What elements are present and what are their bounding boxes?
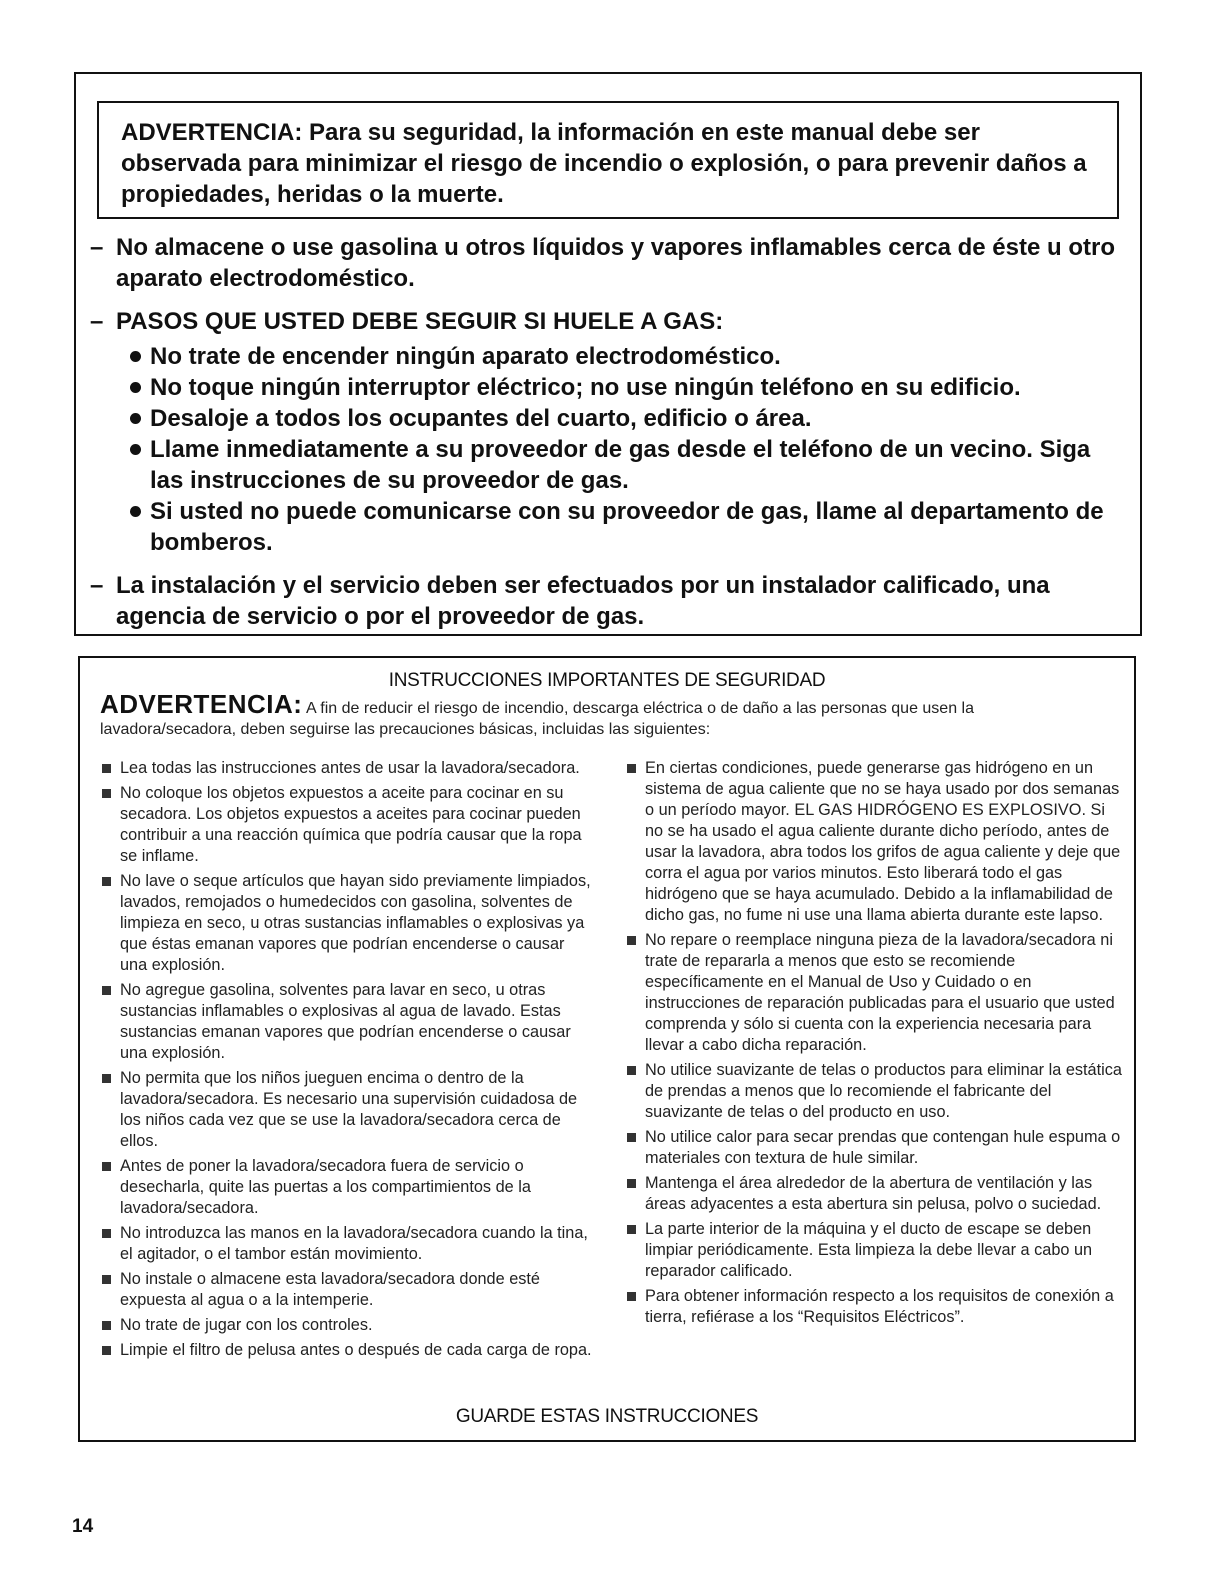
safety-list-left [100, 758, 592, 1365]
save-instructions-note: GUARDE ESTAS INSTRUCCIONES [455, 1406, 759, 1427]
square-bullet-icon [102, 1275, 111, 1284]
gas-step-item [130, 496, 1130, 558]
gas-steps-heading: PASOS QUE USTED DEBE SEGUIR SI HUELE A GAS: [116, 308, 724, 335]
safety-list-item [625, 1219, 1125, 1282]
square-bullet-icon [627, 1133, 636, 1142]
safety-item-text: No repare o reemplace ninguna pieza de la lavadora/secadora ni trate de repararla a menos que esto se recomiende específicamente en el Manual de Uso y Cuidado o en instrucciones de reparación publicadas para el usuario que usted comprenda y sólo si cuenta con la experiencia necesaria para llevar a cabo dicha reparación. [645, 931, 1115, 1054]
square-bullet-icon [627, 1066, 636, 1075]
safety-item-text: Lea todas las instrucciones antes de usar la lavadora/secadora. [120, 759, 580, 777]
safety-item-text: No lave o seque artículos que hayan sido previamente limpiados, lavados, remojados o humedecidos con gasolina, solventes de limpieza en seco, u otras sustancias inflamables o explosivas ya que éstas emanan vapores que podrían encenderse o causar una explosión. [120, 872, 591, 974]
safety-list-item [100, 1269, 592, 1311]
dash-marker: – [90, 572, 104, 599]
gas-step-item [130, 403, 1130, 434]
gas-warning-item-text: La instalación y el servicio deben ser efectuados por un instalador calificado, una agencia de servicio o por el proveedor de gas. [116, 572, 1050, 630]
gas-step-text: Llame inmediatamente a su proveedor de gas desde el teléfono de un vecino. Siga las instrucciones de su proveedor de gas. [150, 436, 1091, 494]
safety-title: INSTRUCCIONES IMPORTANTES DE SEGURIDAD [388, 670, 826, 691]
safety-item-text: Mantenga el área alrededor de la abertura de ventilación y las áreas adyacentes a esta abertura sin pelusa, polvo o suciedad. [645, 1174, 1102, 1213]
gas-step-item [130, 372, 1130, 403]
safety-list-item [625, 1286, 1125, 1328]
safety-list-item [100, 1340, 592, 1361]
square-bullet-icon [627, 764, 636, 773]
safety-item-text: No utilice suavizante de telas o productos para eliminar la estática de prendas a menos que lo recomiende el fabricante del suavizante de telas o del producto en uso. [645, 1061, 1122, 1121]
bullet-dot-icon [130, 506, 141, 517]
square-bullet-icon [627, 1179, 636, 1188]
boxed-warning-text: ADVERTENCIA: Para su seguridad, la información en este manual debe ser observada para minimizar el riesgo de incendio o explosión, o para prevenir daños a propiedades, heridas o la muerte. [121, 119, 1087, 208]
square-bullet-icon [102, 764, 111, 773]
gas-step-item [130, 434, 1130, 496]
square-bullet-icon [102, 1346, 111, 1355]
square-bullet-icon [102, 986, 111, 995]
safety-list-item [625, 930, 1125, 1056]
safety-item-text: No utilice calor para secar prendas que contengan hule espuma o materiales con textura de hule similar. [645, 1128, 1121, 1167]
safety-list-item [100, 1223, 592, 1265]
bullet-dot-icon [130, 351, 141, 362]
safety-list-item [625, 1173, 1125, 1215]
safety-list-item [100, 783, 592, 867]
square-bullet-icon [627, 1225, 636, 1234]
safety-list-item [100, 1315, 592, 1336]
safety-item-text: No trate de jugar con los controles. [120, 1316, 373, 1334]
page-number: 14 [72, 1516, 94, 1537]
safety-list-right [625, 758, 1125, 1332]
safety-item-text: No permita que los niños jueguen encima o dentro de la lavadora/secadora. Es necesario una supervisión cuidadosa de los niños cada vez que se use la lavadora/secadora cerca de ellos. [120, 1069, 578, 1150]
square-bullet-icon [627, 936, 636, 945]
gas-warning-item [90, 232, 1130, 294]
gas-warning-item-text: No almacene o use gasolina u otros líquidos y vapores inflamables cerca de éste u otro aparato electrodoméstico. [116, 234, 1115, 292]
gas-warning-item [90, 570, 1130, 632]
gas-steps-item [90, 306, 1130, 558]
gas-step-text: No trate de encender ningún aparato electrodoméstico. [150, 343, 781, 370]
square-bullet-icon [102, 877, 111, 886]
safety-list-item [625, 1127, 1125, 1169]
square-bullet-icon [102, 1162, 111, 1171]
safety-item-text: No introduzca las manos en la lavadora/secadora cuando la tina, el agitador, o el tambor están movimiento. [120, 1224, 588, 1263]
safety-list-item [100, 1156, 592, 1219]
safety-list-item [100, 1068, 592, 1152]
safety-item-text: No coloque los objetos expuestos a aceite para cocinar en su secadora. Los objetos expuestos a aceites para cocinar pueden contribuir a una reacción química que podría causar que la ropa se inflame. [120, 784, 582, 865]
gas-warning-list [90, 232, 1130, 644]
safety-item-text: Antes de poner la lavadora/secadora fuera de servicio o desecharla, quite las puertas a los compartimientos de la lavadora/secadora. [120, 1157, 531, 1217]
safety-item-text: La parte interior de la máquina y el ducto de escape se deben limpiar periódicamente. Esta limpieza la debe llevar a cabo un reparador calificado. [645, 1220, 1093, 1280]
safety-item-text: No agregue gasolina, solventes para lavar en seco, u otras sustancias inflamables o explosivas al agua de lavado. Estas sustancias emanan vapores que podrían encenderse o causar una explosión. [120, 981, 571, 1062]
gas-warning-box [74, 72, 1142, 636]
gas-step-text: Desaloje a todos los ocupantes del cuarto, edificio o área. [150, 405, 812, 432]
safety-instructions-box [78, 656, 1136, 1442]
dash-marker: – [90, 308, 104, 335]
safety-list-item [100, 980, 592, 1064]
safety-list-item [625, 1060, 1125, 1123]
safety-list-item [100, 758, 592, 779]
square-bullet-icon [102, 1321, 111, 1330]
gas-step-text: No toque ningún interruptor eléctrico; no use ningún teléfono en su edificio. [150, 374, 1021, 401]
safety-item-text: En ciertas condiciones, puede generarse gas hidrógeno en un sistema de agua caliente que no se haya usado por dos semanas o un período mayor. EL GAS HIDRÓGENO ES EXPLOSIVO. Si no se ha usado el agua caliente durante dicho período, antes de usar la lavadora, abra todos los grifos de agua caliente y deje que corra el agua por varios minutos. Esto liberará todo el gas hidrógeno que se haya acumulado. Debido a la inflamabilidad de dicho gas, no fume ni use una llama abierta durante este lapso. [645, 759, 1121, 924]
bullet-dot-icon [130, 413, 141, 424]
warning-word: ADVERTENCIA: [100, 689, 303, 719]
warning-text: A fin de reducir el riesgo de incendio, descarga eléctrica o de daño a las personas que usen la lavadora/secadora, deben seguirse las precauciones básicas, incluidas las siguientes: [100, 700, 974, 738]
safety-item-text: Limpie el filtro de pelusa antes o después de cada carga de ropa. [120, 1341, 592, 1359]
safety-list-item [100, 871, 592, 976]
bullet-dot-icon [130, 444, 141, 455]
square-bullet-icon [102, 1229, 111, 1238]
bullet-dot-icon [130, 382, 141, 393]
gas-step-item [130, 341, 1130, 372]
square-bullet-icon [102, 789, 111, 798]
square-bullet-icon [627, 1292, 636, 1301]
dash-marker: – [90, 234, 104, 261]
safety-item-text: Para obtener información respecto a los requisitos de conexión a tierra, refiérase a los “Requisitos Eléctricos”. [645, 1287, 1114, 1326]
square-bullet-icon [102, 1074, 111, 1083]
safety-warning [100, 689, 1110, 740]
safety-item-text: No instale o almacene esta lavadora/secadora donde esté expuesta al agua o a la intemperie. [120, 1270, 540, 1309]
boxed-warning [97, 101, 1119, 219]
gas-step-text: Si usted no puede comunicarse con su proveedor de gas, llame al departamento de bomberos. [150, 498, 1104, 556]
gas-steps-list [116, 341, 1130, 558]
safety-list-item [625, 758, 1125, 926]
